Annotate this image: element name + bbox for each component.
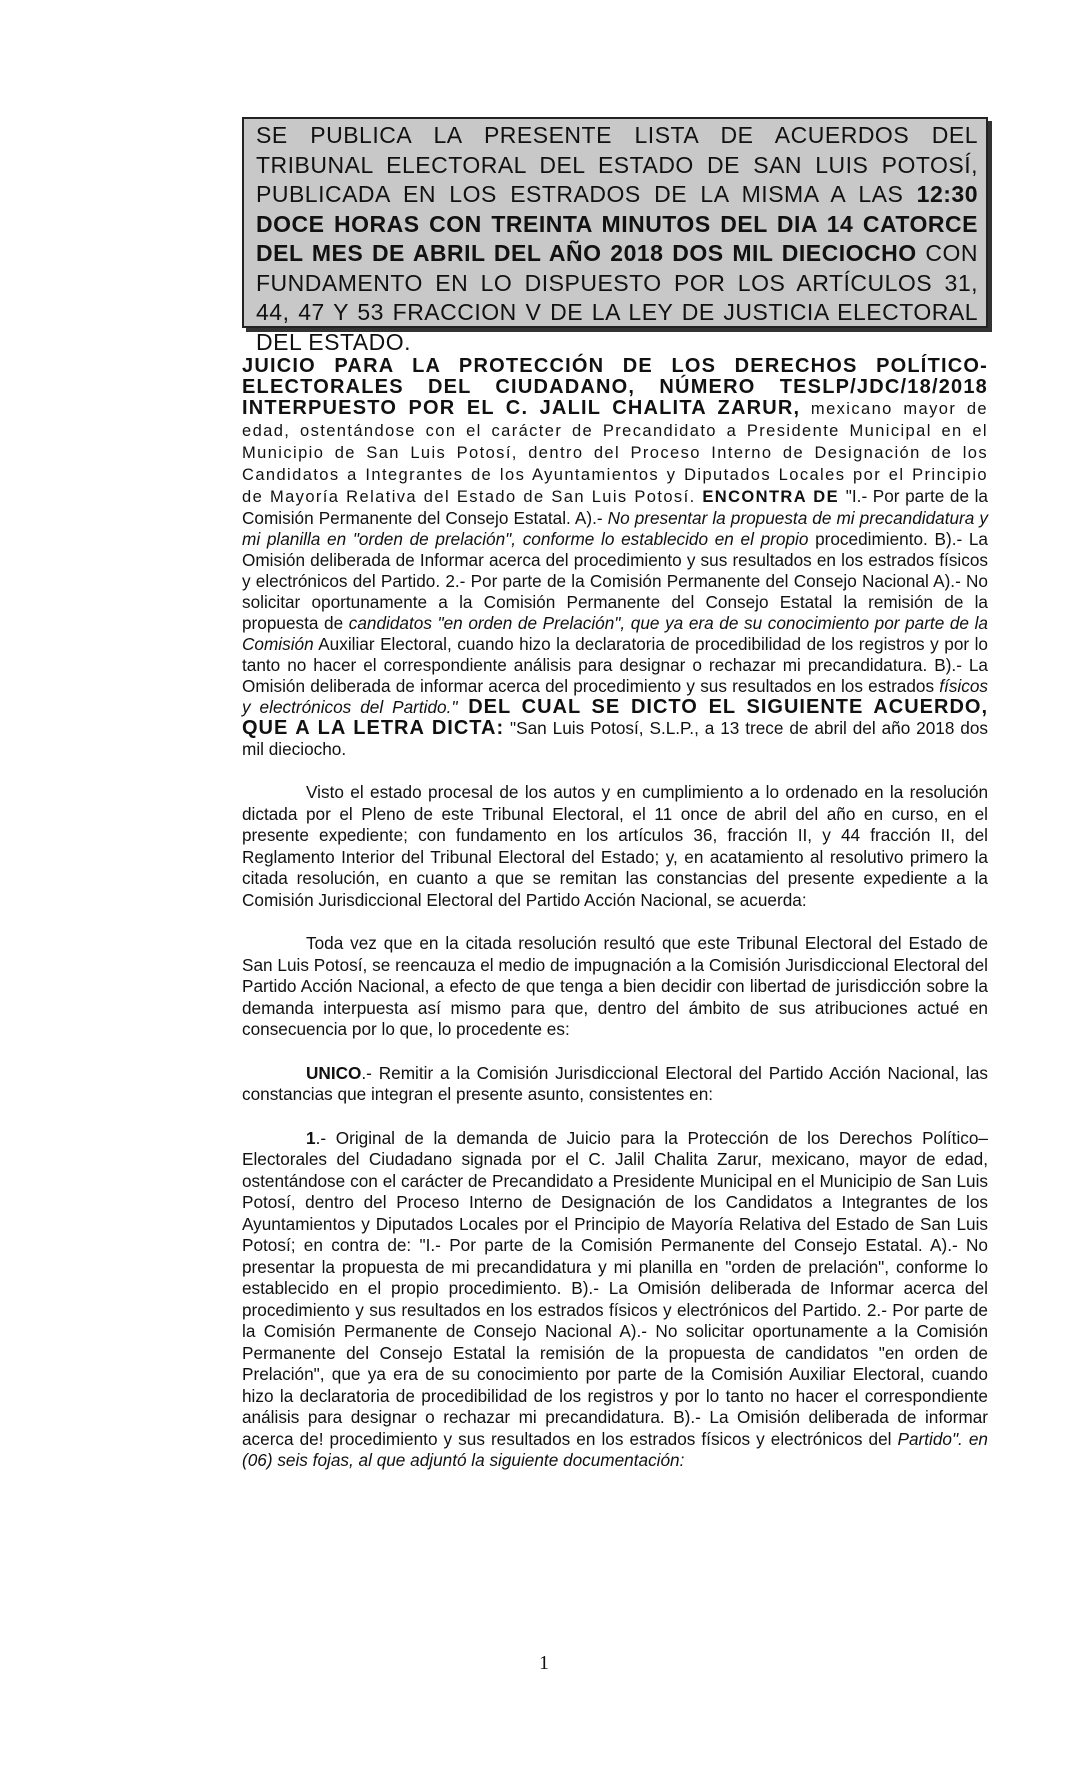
claims-2-italic: candidatos "en orden de Prelación", que ya era de su conocimiento por parte de la Comisión [242,613,988,654]
claims-3-italic: físicos y electrónicos del Partido." [242,676,988,717]
paragraph-item-1 [242,1128,988,1472]
case-heading: JUICIO PARA LA PROTECCIÓN DE LOS DERECHOS POLÍTICO-ELECTORALES DEL CIUDADANO, NÚMERO TESLP/JDC/18/2018 INTERPUESTO POR EL C. JALIL CHALITA ZARUR, [242,355,988,419]
claims-3: Auxiliar Electoral, cuando hizo la declaratoria de procedibilidad de los registros y por lo tanto no hacer el correspondiente análisis para designar o rechazar mi precandidatura. B).- La Omisión deliberada de informar acerca del procedimiento y sus resultados en los estrados [242,634,988,696]
item-1-label: 1 [306,1127,316,1148]
unico-text: .- Remitir a la Comisión Jurisdiccional Electoral del Partido Acción Nacional, las constancias que integran el presente asunto, consistentes en: [242,1062,988,1104]
notice-bold-time: 12:30 DOCE HORAS CON TREINTA MINUTOS DEL DIA 14 CATORCE DEL MES DE ABRIL DEL AÑO 2018 DOS MIL DIECIOCHO [256,181,978,266]
paragraph-toda-vez: Toda vez que en la citada resolución resultó que este Tribunal Electoral del Estado de San Luis Potosí, se reencauza el medio de impugnación a la Comisión Jurisdiccional Electoral del Partido Acción Nacional, a efecto de que tenga a bien decidir con libertad de jurisdicción sobre la demanda interpuesta así mismo para que, dentro del ámbito de sus atribuciones actué en consecuencia por lo que, lo procedente es: [242,933,988,1039]
item-1-italic: Partido". en (06) seis fojas, al que adjuntó la siguiente documentación: [242,1428,988,1470]
page-number: 1 [539,1652,549,1674]
unico-label: UNICO [306,1062,362,1083]
agreement-heading: DEL CUAL SE DICTO EL SIGUIENTE ACUERDO, QUE A LA LETRA DICTA: [242,696,989,739]
notice-text-1: SE PUBLICA LA PRESENTE LISTA DE ACUERDOS DEL TRIBUNAL ELECTORAL DEL ESTADO DE SAN LUIS POTOSÍ, PUBLICADA EN LOS ESTRADOS DE LA MISMA A LAS [256,122,978,207]
paragraph-visto: Visto el estado procesal de los autos y en cumplimiento a lo ordenado en la resolución dictada por el Pleno de este Tribunal Electoral, el 11 once de abril del año en curso, en el presente expediente; con fundamento en los artículos 36, fracción II, y 44 fracción II, del Reglamento Interior del Tribunal Electoral del Estado; y, en acatamiento al resolutivo primero la citada resolución, en cuanto a que se remitan las constancias del presente expediente a la Comisión Jurisdiccional Electoral del Partido Acción Nacional, se acuerda: [242,782,988,910]
agreement-date: "San Luis Potosí, S.L.P., a 13 trece de abril del año 2018 dos mil dieciocho. [242,718,988,759]
item-1-text: .- Original de la demanda de Juicio para la Protección de los Derechos Político–Electorales del Ciudadano signada por el C. Jalil Chalita Zarur, mexicano, mayor de edad, ostentándose con el carácter de Precandidato a Presidente Municipal en el Municipio de San Luis Potosí, dentro del Proceso Interno de Designación de los Candidatos a Integrantes de los Ayuntamientos y Diputados Locales por el Principio de Mayoría Relativa del Estado de San Luis Potosí; en contra de: "I.- Por parte de la Comisión Permanente del Consejo Estatal. A).- No presentar la propuesta de mi precandidatura y mi planilla en "orden de prelación", conforme lo establecido en el propio procedimiento. B).- La Omisión deliberada de Informar acerca del procedimiento y sus resultados en los estrados físicos y electrónicos del Partido. 2.- Por parte de la Comisión Permanente de Consejo Nacional A).- No solicitar oportunamente a la Comisión Permanente del Consejo Estatal la remisión de la propuesta de candidatos "en orden de Prelación", que ya era de su conocimiento por parte de la Comisión Auxiliar Electoral, cuando hizo la declaratoria de procedibilidad de los registros y por lo tanto no hacer el correspondiente análisis para designar o rechazar mi precandidatura. B).- La Omisión deliberada de informar acerca de! procedimiento y sus resultados en los estrados físicos y electrónicos del [242,1127,988,1449]
publication-notice [242,117,988,355]
paragraph-unico [242,1063,988,1106]
claims-2: procedimiento. B).- La Omisión deliberada de Informar acerca del procedimiento y sus resultados en los estrados físicos y electrónicos del Partido. 2.- Por parte de la Comisión Permanente del Consejo Nacional A).- No solicitar oportunamente a la Comisión Permanente del Consejo Estatal la remisión de la propuesta de [242,529,988,633]
case-summary [242,356,988,760]
claims-1-italic: No presentar la propuesta de mi precandidatura y mi planilla en "orden de prelación", conforme lo establecido en el propio [242,508,988,549]
case-description: mexicano mayor de edad, ostentándose con el carácter de Precandidato a Presidente Municipal en el Municipio de San Luis Potosí, dentro del Proceso Interno de Designación de los Candidatos a Integrantes de los Ayuntamientos y Diputados Locales por el Principio de Mayoría Relativa del Estado de San Luis Potosí. [242,400,988,506]
notice-text-2: CON FUNDAMENTO EN LO DISPUESTO POR LOS ARTÍCULOS 31, 44, 47 Y 53 FRACCION V DE LA LEY DE JUSTICIA ELECTORAL DEL ESTADO. [256,240,978,355]
against-label: ENCONTRA DE [695,488,846,506]
claims-1: "I.- Por parte de la Comisión Permanente del Consejo Estatal. A).- [242,486,988,528]
document-body [242,356,988,1472]
